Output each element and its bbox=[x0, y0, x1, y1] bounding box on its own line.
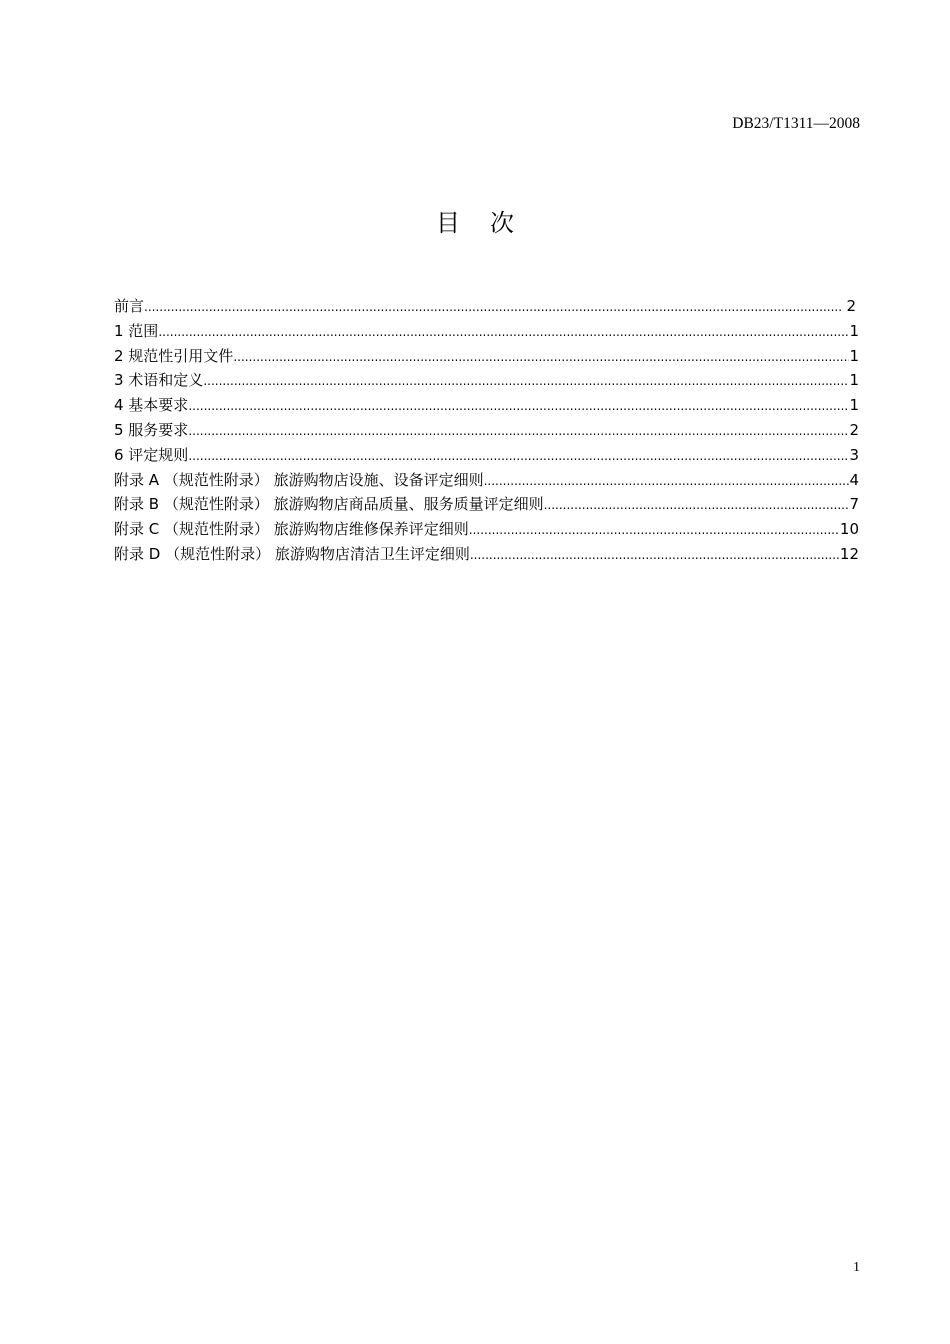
toc-entry-text: 附录 A （规范性附录） 旅游购物店设施、设备评定细则 bbox=[114, 470, 484, 489]
toc-entry-scope[interactable] bbox=[114, 319, 859, 344]
toc-entry-basic-requirements[interactable] bbox=[114, 393, 859, 418]
toc-entry-normative-references[interactable] bbox=[114, 344, 859, 369]
toc-entry-appendix-d[interactable] bbox=[114, 542, 859, 567]
dot-leader bbox=[158, 320, 849, 345]
toc-entry-page: 1 bbox=[849, 396, 859, 415]
table-of-contents bbox=[114, 294, 859, 567]
toc-entry-text: 5 服务要求 bbox=[114, 420, 189, 439]
toc-entry-text: 前言 bbox=[114, 297, 145, 315]
toc-entry-text: 附录 B （规范性附录） 旅游购物店商品质量、服务质量评定细则 bbox=[114, 495, 544, 514]
toc-entry-evaluation-rules[interactable] bbox=[114, 443, 859, 468]
toc-entry-text: 2 规范性引用文件 bbox=[114, 346, 234, 365]
toc-entry-page: 1 bbox=[849, 371, 859, 390]
toc-entry-terms-definitions[interactable] bbox=[114, 368, 859, 393]
toc-entry-foreword[interactable] bbox=[114, 294, 859, 319]
toc-entry-page: 2 bbox=[849, 420, 859, 439]
toc-entry-page: 12 bbox=[839, 544, 859, 563]
toc-entry-appendix-a[interactable] bbox=[114, 468, 859, 493]
toc-entry-page: 1 bbox=[849, 346, 859, 365]
toc-entry-page: 1 bbox=[849, 321, 859, 340]
dot-leader bbox=[144, 295, 842, 320]
dot-leader bbox=[188, 419, 849, 444]
toc-entry-text: 3 术语和定义 bbox=[114, 371, 204, 390]
dot-leader bbox=[188, 394, 849, 419]
toc-entry-service-requirements[interactable] bbox=[114, 418, 859, 443]
dot-leader bbox=[484, 469, 850, 494]
toc-entry-page: 3 bbox=[849, 445, 859, 464]
dot-leader bbox=[544, 493, 850, 518]
dot-leader bbox=[469, 518, 840, 543]
dot-leader bbox=[188, 444, 849, 469]
dot-leader bbox=[470, 543, 840, 568]
toc-entry-page: 10 bbox=[839, 520, 859, 539]
dot-leader bbox=[233, 345, 849, 370]
toc-entry-appendix-b[interactable] bbox=[114, 492, 859, 517]
toc-entry-text: 6 评定规则 bbox=[114, 445, 189, 464]
toc-entry-appendix-c[interactable] bbox=[114, 517, 859, 542]
toc-entry-text: 1 范围 bbox=[114, 321, 159, 340]
toc-entry-page: 2 bbox=[846, 297, 856, 315]
document-code: DB23/T1311—2008 bbox=[732, 115, 860, 132]
toc-entry-page: 7 bbox=[849, 495, 859, 514]
page-title: 目次 bbox=[436, 209, 544, 237]
toc-entry-text: 4 基本要求 bbox=[114, 396, 189, 415]
toc-entry-text: 附录 C （规范性附录） 旅游购物店维修保养评定细则 bbox=[114, 520, 469, 539]
toc-entry-page: 4 bbox=[849, 470, 859, 489]
toc-entry-text: 附录 D （规范性附录） 旅游购物店清洁卫生评定细则 bbox=[114, 544, 470, 563]
dot-leader bbox=[203, 369, 849, 394]
page-number: 1 bbox=[853, 1260, 860, 1275]
